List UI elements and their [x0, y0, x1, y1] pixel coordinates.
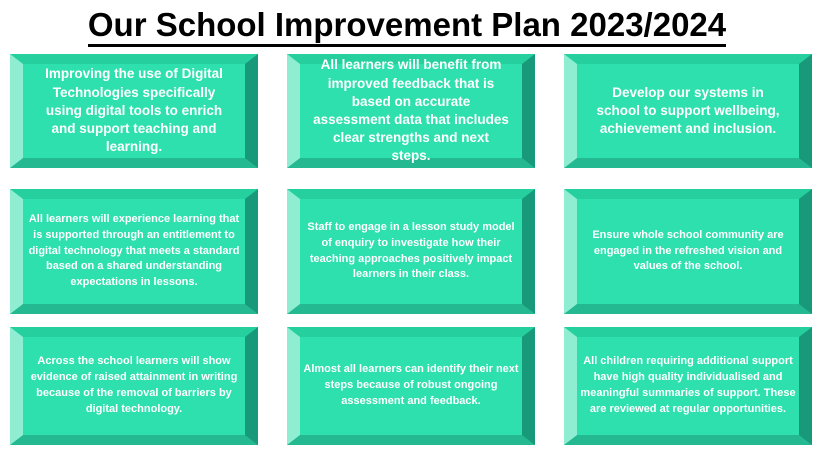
plan-box-text: Ensure whole school community are engaged in the refreshed vision and values of the school.	[592, 228, 784, 273]
page-title	[0, 5, 814, 45]
plan-box-text: All learners will experience learning that is supported through an entitlement to digital technology that meets a standard based on a shared understanding expectations in lessons.	[28, 212, 240, 289]
page-title-text: Our School Improvement Plan 2023/2024	[88, 6, 726, 47]
plan-box-entitlement	[10, 189, 258, 314]
plan-grid	[10, 54, 812, 445]
plan-box-priority-wellbeing	[564, 54, 812, 168]
plan-box-text: Almost all learners can identify their next steps because of robust ongoing assessment and feedback.	[303, 363, 519, 407]
plan-box-text: Develop our systems in school to support wellbeing, achievement and inclusion.	[596, 84, 780, 137]
plan-box-additional-support	[564, 327, 812, 445]
plan-box-priority-digital	[10, 54, 258, 168]
plan-row-2	[10, 189, 812, 314]
plan-box-lesson-study	[287, 189, 535, 314]
plan-box-text: Staff to engage in a lesson study model of enquiry to investigate how their teaching approaches positively impact learners in their class.	[307, 220, 515, 281]
plan-row-1	[10, 54, 812, 168]
plan-box-next-steps	[287, 327, 535, 445]
plan-box-vision-values	[564, 189, 812, 314]
plan-box-text: All children requiring additional support have high quality individualised and meaningful summaries of support. These are reviewed at regular opportunities.	[580, 355, 796, 415]
plan-box-text: All learners will benefit from improved feedback that is based on accurate assessment data that includes clear strengths and next steps.	[313, 57, 509, 164]
plan-box-writing-attainment	[10, 327, 258, 445]
plan-box-text: Improving the use of Digital Technologies specifically using digital tools to enrich and support teaching and learning.	[45, 66, 223, 155]
plan-box-text: Across the school learners will show evidence of raised attainment in writing because of the removal of barriers by digital technology.	[30, 355, 238, 415]
plan-box-priority-feedback	[287, 54, 535, 168]
plan-row-3	[10, 327, 812, 445]
